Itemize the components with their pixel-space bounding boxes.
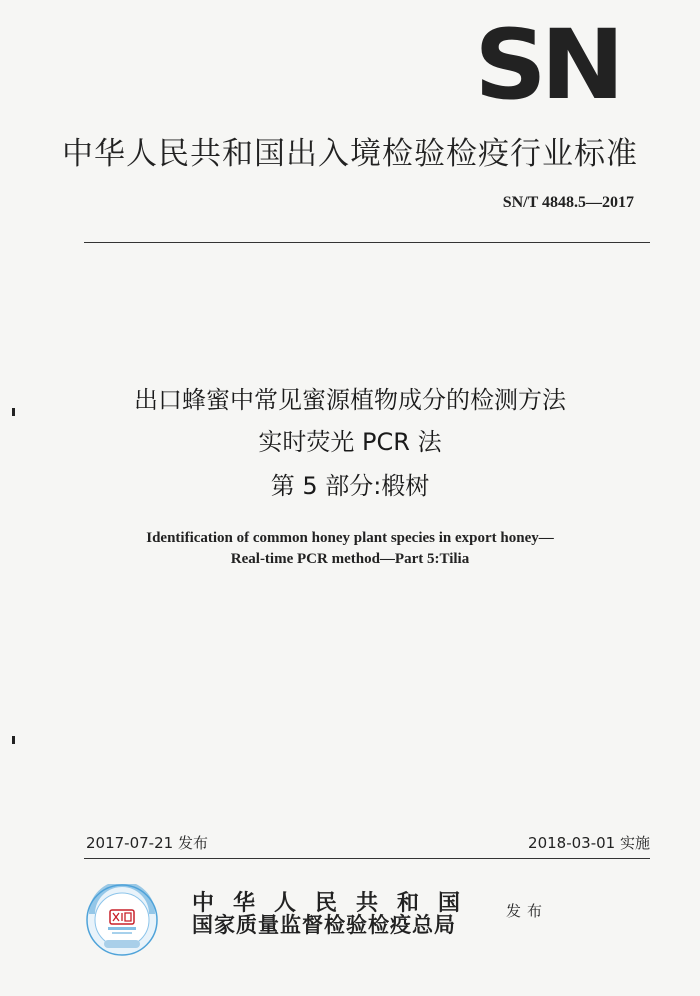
scan-edge-mark (12, 736, 15, 744)
issue-date: 2017-07-21 发布 (86, 834, 208, 852)
issue-label: 发布 (506, 902, 549, 920)
standard-number: SN/T 4848.5—2017 (502, 194, 634, 211)
issuer-agency: 国家质量监督检验检疫总局 (192, 912, 456, 937)
issuer-country: 中华人民共和国 (192, 890, 480, 916)
header-divider (84, 242, 650, 243)
chinese-title-line-2: 实时荧光 PCR 法 (258, 428, 442, 456)
english-title-line-1: Identification of common honey plant species in export honey— (146, 530, 554, 546)
footer-divider (84, 858, 650, 859)
chinese-title-line-3: 第 5 部分:椴树 (270, 472, 430, 500)
industry-standard-title: 中华人民共和国出入境检验检疫行业标准 (62, 136, 638, 172)
sn-logo: SN (474, 9, 619, 121)
certification-seal-icon (86, 884, 158, 956)
implementation-date: 2018-03-01 实施 (528, 834, 650, 852)
scan-edge-mark (12, 408, 15, 416)
chinese-title-line-1: 出口蜂蜜中常见蜜源植物成分的检测方法 (134, 386, 566, 414)
english-title-line-2: Real-time PCR method—Part 5:Tilia (230, 551, 470, 567)
